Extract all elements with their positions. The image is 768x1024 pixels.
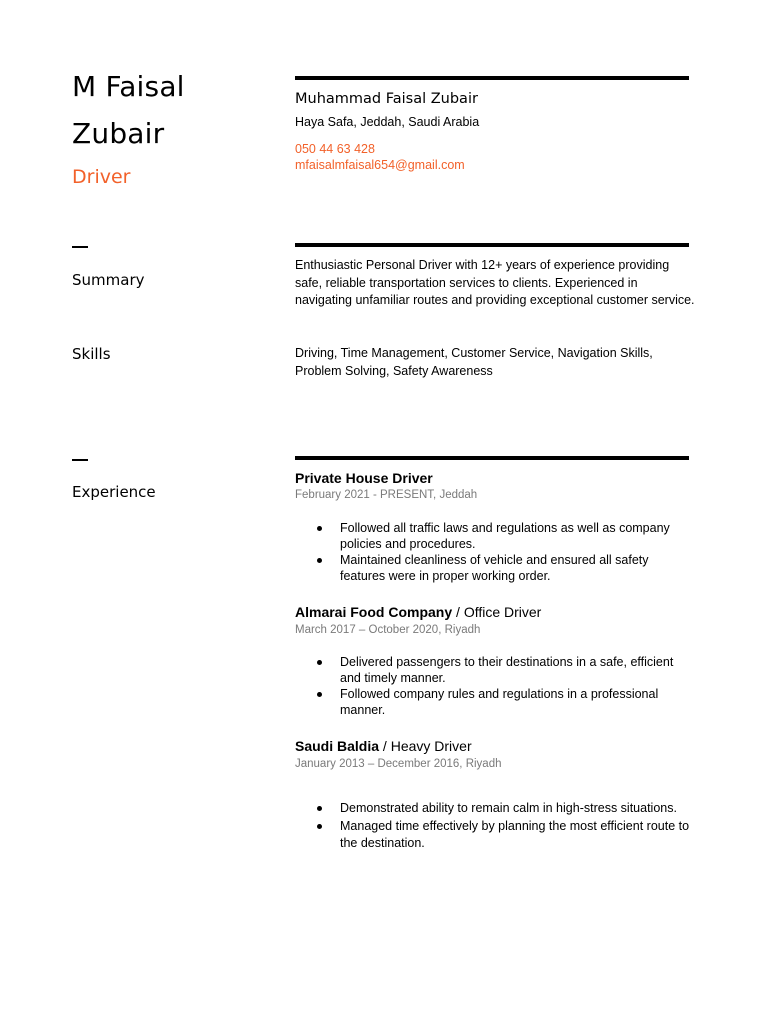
job-company: Private House Driver [295,470,433,486]
summary-heading: Summary [72,271,145,289]
bullet-text: Demonstrated ability to remain calm in high-stress situations. [340,801,677,815]
name-second-line: Zubair [72,117,165,150]
summary-dash [72,246,88,248]
experience-heading: Experience [72,483,156,501]
address: Haya Safa, Jeddah, Saudi Arabia [295,115,480,129]
bullet-icon [317,660,322,665]
job-position: Heavy Driver [390,738,472,754]
name-first-line: M Faisal [72,70,185,103]
bullet-icon [317,526,322,531]
list-item [295,800,695,816]
job-meta: February 2021 - PRESENT, Jeddah [295,489,478,501]
bullet-text: Maintained cleanliness of vehicle and ensured all safety features were in proper working order. [340,553,649,583]
job-separator: / [379,738,391,754]
job-separator: / [452,604,464,620]
skills-text: Driving, Time Management, Customer Service, Navigation Skills, Problem Solving, Safety Awareness [295,346,653,378]
bullet-text: Managed time effectively by planning the most efficient route to the destination. [340,819,690,850]
bullet-icon [317,806,322,811]
job-bullets [295,654,695,718]
job-bullets [295,800,695,852]
job-company: Saudi Baldia [295,738,380,754]
full-name: Muhammad Faisal Zubair [295,91,478,107]
list-item [295,552,695,584]
job-bullets [295,520,695,584]
summary-text: Enthusiastic Personal Driver with 12+ years of experience providing safe, reliable transportation services to clients. Experienced in navigating unfamiliar routes and providing exceptional customer service. [295,258,695,307]
bullet-icon [317,558,322,563]
job-meta: January 2013 – December 2016, Riyadh [295,758,502,770]
experience-rule [295,456,689,460]
bullet-icon [317,692,322,697]
skills-heading: Skills [72,345,111,363]
email: mfaisalmfaisal654@gmail.com [295,158,465,172]
bullet-icon [317,824,322,829]
list-item [295,818,695,852]
role-title: Driver [72,166,131,188]
summary-rule [295,243,689,247]
list-item [295,686,695,718]
bullet-text: Delivered passengers to their destinations in a safe, efficient and timely manner. [340,655,674,685]
job-title [295,737,472,755]
experience-dash [72,459,88,461]
job-title [295,603,541,621]
job-position: Office Driver [463,604,542,620]
bullet-text: Followed company rules and regulations in a professional manner. [340,687,659,717]
list-item [295,654,695,686]
contact-rule [295,76,689,80]
job-title [295,469,433,487]
phone: 050 44 63 428 [295,142,375,156]
job-meta: March 2017 – October 2020, Riyadh [295,624,481,636]
job-company: Almarai Food Company [295,604,453,620]
bullet-text: Followed all traffic laws and regulations as well as company policies and procedures. [340,521,670,551]
list-item [295,520,695,552]
